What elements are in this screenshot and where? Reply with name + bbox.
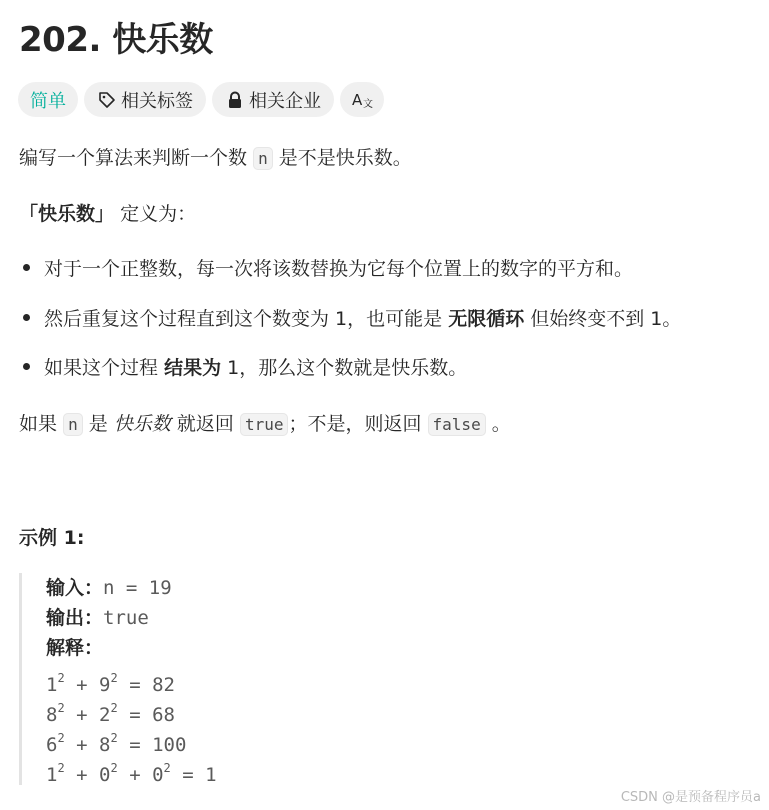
return-description: 如果 n 是 快乐数 就返回 true ；不是，则返回 false 。 [19, 413, 511, 435]
list-item: 然后重复这个过程直到这个数变为 1，也可能是 无限循环 但始终变不到 1。 [19, 305, 681, 333]
inline-code-n: n [63, 413, 83, 436]
tag-bar [18, 82, 384, 117]
related-companies-label: 相关企业 [249, 90, 321, 112]
example-title: 示例 1: [19, 527, 85, 549]
description-line-1: 编写一个算法来判断一个数 n 是不是快乐数。 [19, 147, 412, 169]
svg-text:A: A [352, 90, 363, 109]
inline-code-true: true [240, 413, 289, 436]
difficulty-badge[interactable]: 简单 [18, 82, 78, 117]
svg-text:文: 文 [363, 98, 373, 110]
tag-icon [97, 90, 117, 110]
example-block [19, 573, 319, 785]
explanation-line: $8^2 + 2^2 = 68$ [46, 701, 175, 726]
inline-code-false: false [428, 413, 486, 436]
explanation-line: $6^2 + 8^2 = 100$ [46, 731, 187, 756]
watermark: CSDN @是预备程序员a [620, 790, 761, 805]
definition-line: 「快乐数」 定义为： [19, 203, 197, 225]
inline-code-n: n [253, 147, 273, 170]
explanation-line: $1^2 + 0^2 + 0^2 = 1$ [46, 761, 217, 786]
translate-button[interactable] [340, 82, 384, 117]
example-output: 输出：true [46, 607, 149, 629]
lock-icon [225, 90, 245, 110]
translate-icon [350, 90, 374, 110]
related-tags-button[interactable] [84, 82, 206, 117]
problem-title: 202. 快乐数 [19, 20, 213, 60]
related-tags-label: 相关标签 [121, 90, 193, 112]
example-explanation-label: 解释： [46, 637, 104, 659]
related-companies-button[interactable] [212, 82, 334, 117]
explanation-line: $1^2 + 9^2 = 82$ [46, 671, 175, 696]
list-item: 如果这个过程 结果为 1，那么这个数就是快乐数。 [19, 354, 467, 382]
list-item: 对于一个正整数，每一次将该数替换为它每个位置上的数字的平方和。 [19, 255, 633, 283]
example-input: 输入：n = 19 [46, 577, 172, 599]
